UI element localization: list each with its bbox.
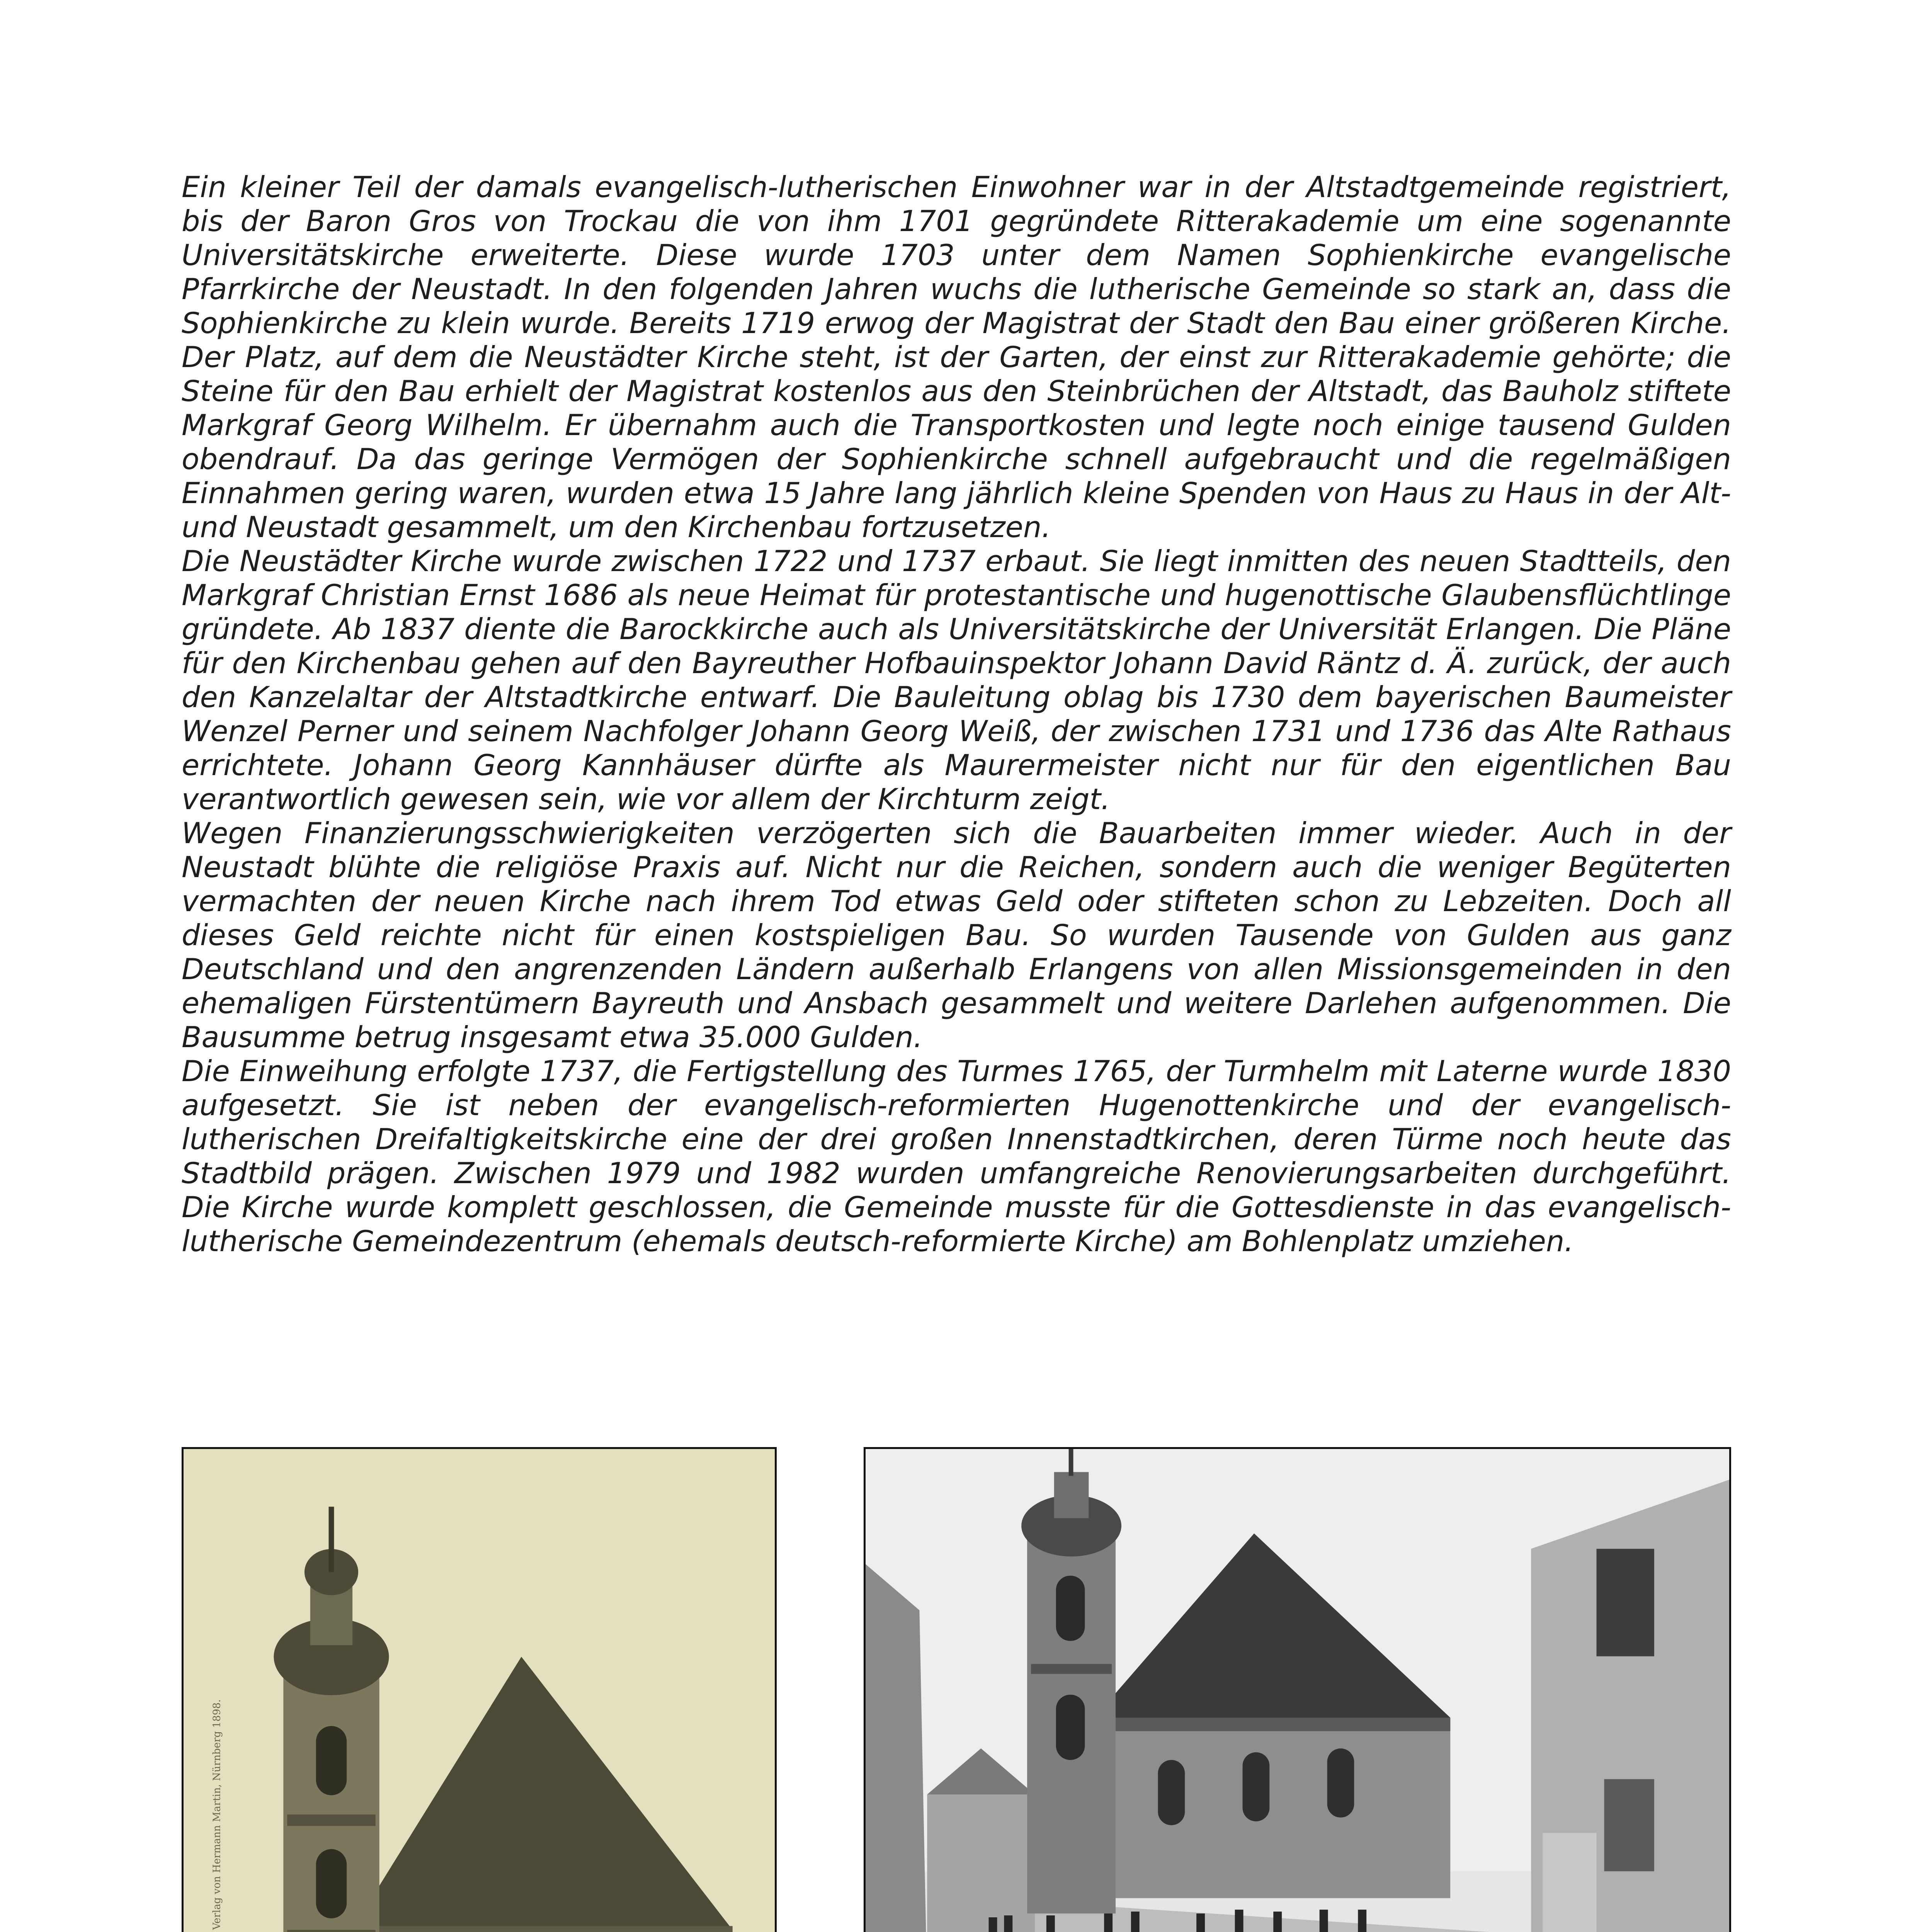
paragraph: Ein kleiner Teil der damals evangelisch-lutherischen Einwohner war in der Altstadtgemeinde registriert, bis der Baron Gros von Trockau die von ihm 1701 gegründete Ritterakademie um eine sogenannte Universitätskirche erweiterte. Diese wurde 1703 unter dem Namen Sophienkirche evangelische Pfarrkirche der Neustadt. In den folgenden Jahren wuchs die lutherische Gemeinde so stark an, dass die Sophienkirche zu klein wurde. Bereits 1719 erwog der Magistrat der Stadt den Bau einer größeren Kirche. Der Platz, auf dem die Neustädter Kirche steht, ist der Garten, der einst zur Ritterakademie gehörte; die Steine für den Bau erhielt der Magistrat kostenlos aus den Steinbrüchen der Altstadt, das Bauholz stiftete Markgraf Georg Wilhelm. Er übernahm auch die Transportkosten und legte noch einige tausend Gulden obendrauf. Da das geringe Vermögen der Sophienkirche schnell aufgebraucht und die regelmäßigen Einnahmen gering waren, wurden etwa 15 Jahre lang jährlich kleine Spenden von Haus zu Haus in der Alt- und Neustadt gesammelt, um den Kirchenbau fortzusetzen. <box>182 170 1731 544</box>
paragraph: Die Einweihung erfolgte 1737, die Fertigstellung des Turmes 1765, der Turmhelm mit Laterne wurde 1830 aufgesetzt. Sie ist neben der evangelisch-reformierten Hugenottenkirche und der evangelisch-lutherischen Dreifaltigkeitskirche eine der drei großen Innenstadtkirchen, deren Türme noch heute das Stadtbild prägen. Zwischen 1979 und 1982 wurden umfangreiche Renovierungsarbeiten durchgeführt. Die Kirche wurde komplett geschlossen, die Gemeinde musste für die Gottesdienste in das evangelisch-lutherische Gemeindezentrum (ehemals deutsch-reformierte Kirche) am Bohlenplatz umziehen. <box>182 1054 1731 1258</box>
paragraph: Wegen Finanzierungsschwierigkeiten verzögerten sich die Bauarbeiten immer wieder. Auch in der Neustadt blühte die religiöse Praxis auf. Nicht nur die Reichen, sondern auch die weniger Begüterten vermachten der neuen Kirche nach ihrem Tod etwas Geld oder stifteten schon zu Lebzeiten. Doch all dieses Geld reichte nicht für einen kostspieligen Bau. So wurden Tausende von Gulden aus ganz Deutschland und den angrenzenden Ländern außerhalb Erlangens von allen Missionsgemeinden in den ehemaligen Fürstentümern Bayreuth und Ansbach gesammelt und weitere Darlehen aufgenommen. Die Bausumme betrug insgesamt etwa 35.000 Gulden. <box>182 816 1731 1054</box>
church-postcard-image <box>184 1449 775 1932</box>
church-photo-image <box>866 1449 1729 1932</box>
historic-photo <box>864 1447 1731 1932</box>
postcard-sidenote: Verlag von Hermann Martin, Nürnberg 1898. <box>211 1699 223 1930</box>
article-body <box>182 170 1731 1258</box>
paragraph: Die Neustädter Kirche wurde zwischen 1722 und 1737 erbaut. Sie liegt inmitten des neuen Stadtteils, den Markgraf Christian Ernst 1686 als neue Heimat für protestantische und hugenottische Glaubensflüchtlinge gründete. Ab 1837 diente die Barockkirche auch als Universitätskirche der Universität Erlangen. Die Pläne für den Kirchenbau gehen auf den Bayreuther Hofbauinspektor Johann David Räntz d. Ä. zurück, der auch den Kanzelaltar der Altstadtkirche entwarf. Die Bauleitung oblag bis 1730 dem bayerischen Baumeister Wenzel Perner und seinem Nachfolger Johann Georg Weiß, der zwischen 1731 und 1736 das Alte Rathaus errichtete. Johann Georg Kannhäuser dürfte als Maurermeister nicht nur für den eigentlichen Bau verantwortlich gewesen sein, wie vor allem der Kirchturm zeigt. <box>182 544 1731 816</box>
postcard-photo <box>182 1447 777 1932</box>
